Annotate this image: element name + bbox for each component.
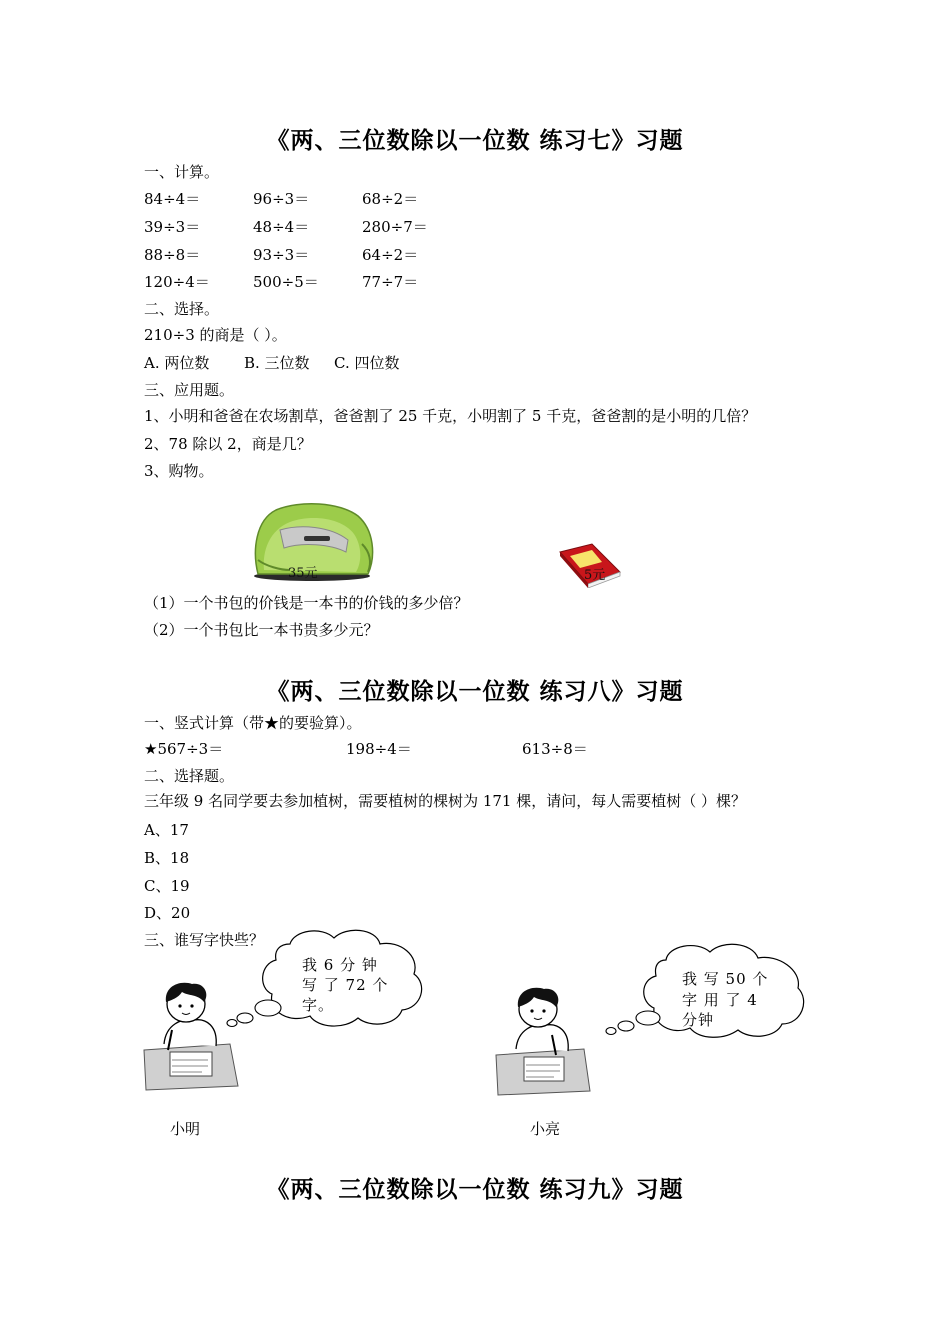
shopping-subquestion-1: （1）一个书包的价钱是一本书的价钱的多少倍？ xyxy=(144,594,469,612)
calc-item: 93÷3＝ xyxy=(253,246,310,264)
option-a: A、17 xyxy=(144,821,189,839)
calc-item: 280÷7＝ xyxy=(362,218,428,236)
shopping-subquestion-2: （2）一个书包比一本书贵多少元？ xyxy=(144,621,379,639)
xiaoliang-name: 小亮 xyxy=(530,1120,561,1138)
option-c: C、19 xyxy=(144,877,190,895)
choice-option-b: B. 三位数 xyxy=(244,354,310,372)
word-problem-2: 2、78 除以 2，商是几？ xyxy=(144,435,312,453)
xiaoliang-figure xyxy=(494,985,594,1097)
section8-title: 《两、三位数除以一位数 练习八》习题 xyxy=(266,679,684,705)
book-price: 5元 xyxy=(584,568,606,583)
xiaoliang-bubble-line: 我 写 50 个 xyxy=(682,970,769,988)
option-d: D、20 xyxy=(144,904,191,922)
xiaoming-bubble-line: 字。 xyxy=(302,996,335,1014)
xiaoming-figure xyxy=(142,980,242,1092)
choice-question: 210÷3 的商是（ ）。 xyxy=(144,326,287,344)
section8-part1-heading: 一、竖式计算（带★的要验算）。 xyxy=(144,714,362,732)
vertical-calc-item: 198÷4＝ xyxy=(346,740,412,758)
xiaoming-name: 小明 xyxy=(170,1120,201,1138)
vertical-calc-item: ★567÷3＝ xyxy=(144,740,224,758)
option-b: B、18 xyxy=(144,849,190,867)
tree-planting-question: 三年级 9 名同学要去参加植树，需要植树的棵树为 171 棵，请问，每人需要植树（ ）棵？ xyxy=(144,792,747,810)
calc-item: 64÷2＝ xyxy=(362,246,419,264)
section7-title: 《两、三位数除以一位数 练习七》习题 xyxy=(266,128,684,154)
word-problem-1: 1、小明和爸爸在农场割草，爸爸割了 25 千克，小明割了 5 千克，爸爸割的是小明的几倍？ xyxy=(144,407,757,425)
section9-title: 《两、三位数除以一位数 练习九》习题 xyxy=(266,1177,684,1203)
xiaoliang-bubble-line: 字 用 了 4 xyxy=(682,991,758,1009)
calc-item: 68÷2＝ xyxy=(362,190,419,208)
choice-option-c: C. 四位数 xyxy=(334,354,400,372)
vertical-calc-item: 613÷8＝ xyxy=(522,740,588,758)
calc-item: 96÷3＝ xyxy=(253,190,310,208)
calc-item: 77÷7＝ xyxy=(362,273,419,291)
word-problem-3: 3、购物。 xyxy=(144,462,214,480)
calc-item: 88÷8＝ xyxy=(144,246,201,264)
section7-part1-heading: 一、计算。 xyxy=(144,163,220,181)
calc-item: 48÷4＝ xyxy=(253,218,310,236)
section8-part3-heading: 三、谁写字快些？ xyxy=(144,931,265,949)
section8-part2-heading: 二、选择题。 xyxy=(144,767,235,785)
section7-part3-heading: 三、应用题。 xyxy=(144,381,235,399)
section7-part2-heading: 二、选择。 xyxy=(144,300,220,318)
choice-option-a: A. 两位数 xyxy=(144,354,210,372)
backpack-price: 35元 xyxy=(288,566,318,581)
calc-item: 84÷4＝ xyxy=(144,190,201,208)
calc-item: 500÷5＝ xyxy=(253,273,319,291)
xiaoming-bubble-line: 写 了 72 个 xyxy=(302,976,389,994)
xiaoliang-bubble-line: 分钟 xyxy=(682,1011,715,1029)
xiaoming-bubble-line: 我 6 分 钟 xyxy=(302,956,378,974)
calc-item: 39÷3＝ xyxy=(144,218,201,236)
calc-item: 120÷4＝ xyxy=(144,273,210,291)
